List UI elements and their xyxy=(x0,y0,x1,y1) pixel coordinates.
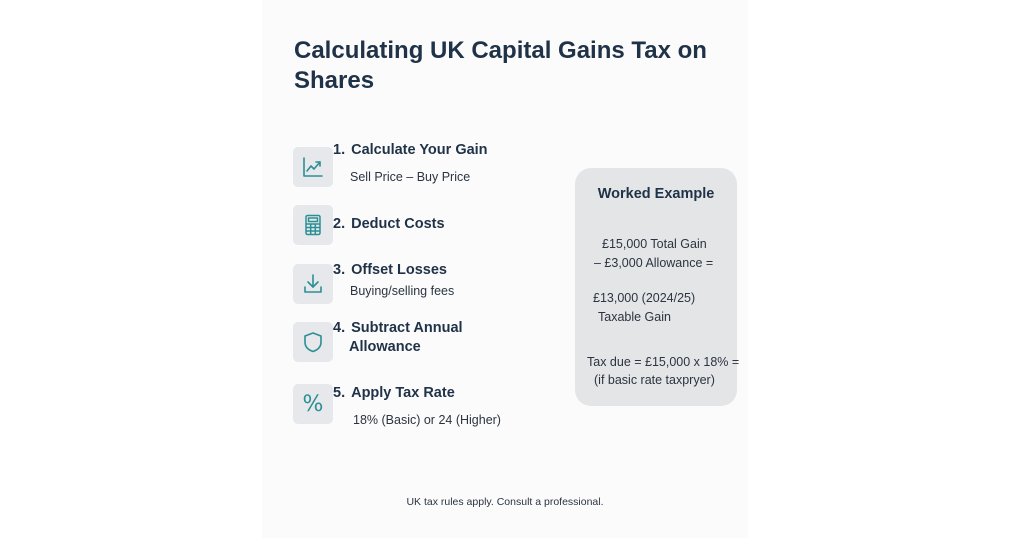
percent-icon: % xyxy=(293,384,333,424)
example-taxable-gain-label: Taxable Gain xyxy=(598,310,671,324)
example-basic-rate-note: (if basic rate taxpryer) xyxy=(594,373,715,387)
example-allowance: – £3,000 Allowance = xyxy=(594,256,714,270)
example-tax-due: Tax due = £15,000 x 18% = xyxy=(587,355,740,369)
example-taxable-amount: £13,000 (2024/25) xyxy=(593,291,696,305)
step-subtitle: Buying/selling fees xyxy=(350,284,455,298)
step-title: 2. Deduct Costs xyxy=(333,216,445,232)
step-title: 4. Subtract Annual xyxy=(333,320,463,336)
step-title: 5. Apply Tax Rate xyxy=(333,385,455,401)
step-subtitle: Sell Price – Buy Price xyxy=(350,170,471,184)
step-subtitle: 18% (Basic) or 24 (Higher) xyxy=(353,413,501,427)
worked-example-panel xyxy=(575,168,740,406)
page-title: Calculating UK Capital Gains Tax on Shares xyxy=(294,37,707,94)
step-title: 3. Offset Losses xyxy=(333,262,447,278)
calculator-icon xyxy=(293,205,333,245)
worked-example-title: Worked Example xyxy=(597,186,715,202)
step-title: 1. Calculate Your Gain xyxy=(333,142,488,158)
download-icon xyxy=(293,264,333,304)
disclaimer-footer: UK tax rules apply. Consult a professional. xyxy=(406,496,604,508)
line-chart-icon xyxy=(293,147,333,187)
shield-icon xyxy=(293,322,333,362)
example-total-gain: £15,000 Total Gain xyxy=(602,237,707,251)
step-title-continued: Allowance xyxy=(349,339,421,355)
